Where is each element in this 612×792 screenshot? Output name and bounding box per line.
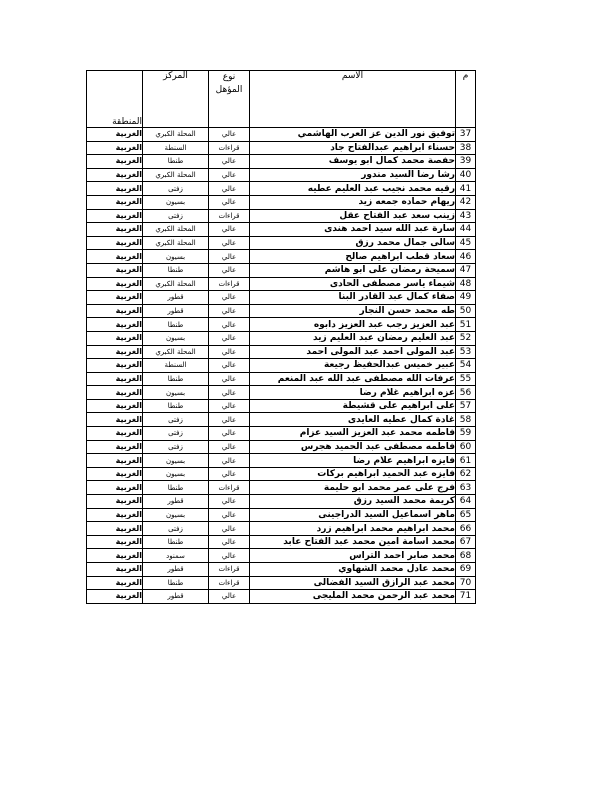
- row-qualification: قراءات: [209, 209, 250, 223]
- row-number: 45: [456, 236, 476, 250]
- row-number: 40: [456, 168, 476, 182]
- row-center: المحلة الكبري: [143, 236, 209, 250]
- row-center: بسيون: [143, 467, 209, 481]
- row-region: الغربية: [87, 508, 143, 522]
- row-region: الغربية: [87, 182, 143, 196]
- table-row: [87, 413, 476, 427]
- header-qualification: [209, 71, 250, 128]
- row-region: الغربية: [87, 318, 143, 332]
- table-row: [87, 576, 476, 590]
- row-region: الغربية: [87, 168, 143, 182]
- header-center: المركز: [143, 71, 209, 128]
- row-number: 69: [456, 563, 476, 577]
- row-center: طنطا: [143, 576, 209, 590]
- table-row: [87, 454, 476, 468]
- row-center: المحلة الكبري: [143, 345, 209, 359]
- table-row: [87, 236, 476, 250]
- row-center: طنطا: [143, 372, 209, 386]
- row-center: زفتى: [143, 522, 209, 536]
- row-qualification: عالي: [209, 236, 250, 250]
- row-qualification: عالي: [209, 454, 250, 468]
- row-region: الغربية: [87, 304, 143, 318]
- header-row: [87, 71, 476, 128]
- row-region: الغربية: [87, 522, 143, 536]
- row-qualification: عالي: [209, 495, 250, 509]
- row-center: المحلة الكبري: [143, 168, 209, 182]
- row-number: 53: [456, 345, 476, 359]
- row-region: الغربية: [87, 454, 143, 468]
- row-number: 42: [456, 195, 476, 209]
- row-name: فاطمه محمد عبد العزيز السيد عزام: [250, 427, 456, 441]
- row-qualification: عالي: [209, 250, 250, 264]
- table-row: [87, 209, 476, 223]
- row-number: 65: [456, 508, 476, 522]
- header-name: الاسم: [250, 71, 456, 128]
- row-center: قطور: [143, 563, 209, 577]
- row-qualification: عالي: [209, 304, 250, 318]
- row-number: 41: [456, 182, 476, 196]
- row-center: بسيون: [143, 331, 209, 345]
- table-row: [87, 427, 476, 441]
- row-region: الغربية: [87, 535, 143, 549]
- header-num: م: [456, 71, 476, 128]
- row-number: 70: [456, 576, 476, 590]
- row-region: الغربية: [87, 250, 143, 264]
- table-row: [87, 440, 476, 454]
- row-qualification: عالي: [209, 413, 250, 427]
- row-name: محمد صابر احمد التراس: [250, 549, 456, 563]
- row-center: طنطا: [143, 155, 209, 169]
- table-row: [87, 128, 476, 142]
- row-number: 63: [456, 481, 476, 495]
- row-qualification: عالي: [209, 399, 250, 413]
- row-name: سميحة رمضان على ابو هاشم: [250, 263, 456, 277]
- row-center: بسيون: [143, 195, 209, 209]
- row-qualification: عالي: [209, 318, 250, 332]
- row-center: بسيون: [143, 386, 209, 400]
- row-number: 39: [456, 155, 476, 169]
- row-center: بسيون: [143, 250, 209, 264]
- row-center: قطور: [143, 291, 209, 305]
- table-row: [87, 263, 476, 277]
- row-qualification: عالي: [209, 128, 250, 142]
- row-name: رقيه محمد نجيب عبد العليم عطيه: [250, 182, 456, 196]
- row-region: الغربية: [87, 399, 143, 413]
- row-qualification: عالي: [209, 263, 250, 277]
- row-qualification: قراءات: [209, 141, 250, 155]
- row-qualification: قراءات: [209, 576, 250, 590]
- row-qualification: عالي: [209, 168, 250, 182]
- row-region: الغربية: [87, 155, 143, 169]
- table-row: [87, 386, 476, 400]
- row-name: عبد العليم رمضان عبد العليم زيد: [250, 331, 456, 345]
- row-region: الغربية: [87, 223, 143, 237]
- row-center: زفتى: [143, 440, 209, 454]
- row-number: 43: [456, 209, 476, 223]
- row-center: زفتى: [143, 182, 209, 196]
- row-number: 46: [456, 250, 476, 264]
- table-body: [87, 128, 476, 604]
- row-qualification: عالي: [209, 535, 250, 549]
- table-row: [87, 345, 476, 359]
- row-qualification: عالي: [209, 155, 250, 169]
- row-name: عزه ابراهيم غلام رضا: [250, 386, 456, 400]
- row-region: الغربية: [87, 195, 143, 209]
- row-number: 67: [456, 535, 476, 549]
- row-name: محمد عبد الرازق السيد الفضالى: [250, 576, 456, 590]
- row-number: 62: [456, 467, 476, 481]
- row-name: حفصة محمد كمال ابو يوسف: [250, 155, 456, 169]
- table-row: [87, 481, 476, 495]
- row-center: قطور: [143, 590, 209, 604]
- row-name: فايزه ابراهيم علام رضا: [250, 454, 456, 468]
- row-region: الغربية: [87, 386, 143, 400]
- row-center: قطور: [143, 495, 209, 509]
- table-row: [87, 563, 476, 577]
- header-region: المنطقة: [87, 71, 143, 128]
- table-row: [87, 250, 476, 264]
- row-region: الغربية: [87, 359, 143, 373]
- row-number: 58: [456, 413, 476, 427]
- row-region: الغربية: [87, 263, 143, 277]
- table-row: [87, 277, 476, 291]
- row-name: ريهام حماده جمعه زيد: [250, 195, 456, 209]
- row-center: السنطة: [143, 359, 209, 373]
- row-center: المحلة الكبري: [143, 128, 209, 142]
- table-row: [87, 590, 476, 604]
- row-name: غادة كمال عطيه العايدى: [250, 413, 456, 427]
- row-name: كريمة محمد السيد رزق: [250, 495, 456, 509]
- row-number: 64: [456, 495, 476, 509]
- row-number: 55: [456, 372, 476, 386]
- row-qualification: عالي: [209, 195, 250, 209]
- header-qualification-line2: المؤهل: [215, 85, 243, 95]
- row-name: محمد عادل محمد الشهاوي: [250, 563, 456, 577]
- row-name: طه محمد حسن النجار: [250, 304, 456, 318]
- row-name: محمد ابراهيم محمد ابراهيم زرد: [250, 522, 456, 536]
- row-number: 47: [456, 263, 476, 277]
- row-name: عبير خميس عبدالحفيظ رجيعة: [250, 359, 456, 373]
- table-row: [87, 522, 476, 536]
- row-region: الغربية: [87, 440, 143, 454]
- row-qualification: عالي: [209, 331, 250, 345]
- row-number: 52: [456, 331, 476, 345]
- row-region: الغربية: [87, 427, 143, 441]
- row-center: سمنود: [143, 549, 209, 563]
- row-region: الغربية: [87, 141, 143, 155]
- row-name: شيماء ياسر مصطفى الحادى: [250, 277, 456, 291]
- row-center: طنطا: [143, 399, 209, 413]
- row-name: ماهر اسماعيل السيد الدراجينى: [250, 508, 456, 522]
- row-name: فرج على عمر محمد ابو حليمة: [250, 481, 456, 495]
- row-region: الغربية: [87, 331, 143, 345]
- row-number: 57: [456, 399, 476, 413]
- row-center: بسيون: [143, 454, 209, 468]
- records-table: [86, 70, 476, 604]
- row-number: 59: [456, 427, 476, 441]
- row-qualification: عالي: [209, 386, 250, 400]
- row-region: الغربية: [87, 481, 143, 495]
- row-name: سالى جمال محمد رزق: [250, 236, 456, 250]
- row-center: طنطا: [143, 481, 209, 495]
- row-number: 54: [456, 359, 476, 373]
- row-name: سارة عبد الله سيد احمد هندى: [250, 223, 456, 237]
- row-region: الغربية: [87, 563, 143, 577]
- table-row: [87, 168, 476, 182]
- row-qualification: عالي: [209, 549, 250, 563]
- row-region: الغربية: [87, 291, 143, 305]
- row-qualification: عالي: [209, 508, 250, 522]
- table-row: [87, 508, 476, 522]
- row-qualification: عالي: [209, 590, 250, 604]
- row-region: الغربية: [87, 345, 143, 359]
- row-name: على ابراهيم على قشيطة: [250, 399, 456, 413]
- row-name: عبد العزيز رجب عبد العزيز دابوه: [250, 318, 456, 332]
- row-center: زفتى: [143, 209, 209, 223]
- row-qualification: عالي: [209, 182, 250, 196]
- row-qualification: قراءات: [209, 277, 250, 291]
- row-qualification: عالي: [209, 440, 250, 454]
- table-row: [87, 291, 476, 305]
- row-qualification: عالي: [209, 522, 250, 536]
- table-row: [87, 331, 476, 345]
- table-row: [87, 549, 476, 563]
- row-name: عرفات الله مصطفى عبد الله عبد المنعم: [250, 372, 456, 386]
- row-region: الغربية: [87, 467, 143, 481]
- row-qualification: قراءات: [209, 481, 250, 495]
- row-number: 61: [456, 454, 476, 468]
- row-region: الغربية: [87, 590, 143, 604]
- row-number: 48: [456, 277, 476, 291]
- row-name: محمد عبد الرحمن محمد المليجى: [250, 590, 456, 604]
- row-name: رشا رضا السيد مندور: [250, 168, 456, 182]
- row-name: حسناء ابراهيم عبدالفتاح جاد: [250, 141, 456, 155]
- row-center: زفتى: [143, 427, 209, 441]
- row-region: الغربية: [87, 495, 143, 509]
- table-row: [87, 195, 476, 209]
- row-name: زينب سعد عبد الفتاح عقل: [250, 209, 456, 223]
- row-region: الغربية: [87, 128, 143, 142]
- row-center: طنطا: [143, 535, 209, 549]
- row-number: 56: [456, 386, 476, 400]
- row-qualification: عالي: [209, 291, 250, 305]
- row-number: 71: [456, 590, 476, 604]
- row-center: طنطا: [143, 263, 209, 277]
- row-region: الغربية: [87, 576, 143, 590]
- table-row: [87, 399, 476, 413]
- row-qualification: عالي: [209, 467, 250, 481]
- row-number: 37: [456, 128, 476, 142]
- table-row: [87, 223, 476, 237]
- row-qualification: عالي: [209, 345, 250, 359]
- row-qualification: عالي: [209, 372, 250, 386]
- row-number: 38: [456, 141, 476, 155]
- row-center: قطور: [143, 304, 209, 318]
- row-qualification: قراءات: [209, 563, 250, 577]
- table-row: [87, 372, 476, 386]
- row-qualification: عالي: [209, 427, 250, 441]
- row-center: طنطا: [143, 318, 209, 332]
- row-number: 66: [456, 522, 476, 536]
- row-name: محمد اسامة امين محمد عبد الفتاح عابد: [250, 535, 456, 549]
- row-name: صفاء كمال عبد القادر البنا: [250, 291, 456, 305]
- row-number: 44: [456, 223, 476, 237]
- row-center: المحلة الكبري: [143, 223, 209, 237]
- table-row: [87, 141, 476, 155]
- row-name: عبد المولى احمد عبد المولى احمد: [250, 345, 456, 359]
- table-row: [87, 182, 476, 196]
- table-row: [87, 535, 476, 549]
- row-number: 50: [456, 304, 476, 318]
- table-row: [87, 304, 476, 318]
- row-center: السنطة: [143, 141, 209, 155]
- row-number: 68: [456, 549, 476, 563]
- row-name: سعاد قطب ابراهيم صالح: [250, 250, 456, 264]
- table-row: [87, 495, 476, 509]
- row-region: الغربية: [87, 209, 143, 223]
- row-region: الغربية: [87, 549, 143, 563]
- row-name: فايزه عبد الحميد ابراهيم بركات: [250, 467, 456, 481]
- row-number: 60: [456, 440, 476, 454]
- row-center: زفتى: [143, 413, 209, 427]
- row-region: الغربية: [87, 372, 143, 386]
- row-region: الغربية: [87, 413, 143, 427]
- row-region: الغربية: [87, 236, 143, 250]
- row-center: المحلة الكبري: [143, 277, 209, 291]
- row-region: الغربية: [87, 277, 143, 291]
- row-name: فاطمه مصطفى عبد الحميد هجرس: [250, 440, 456, 454]
- table-row: [87, 155, 476, 169]
- row-number: 51: [456, 318, 476, 332]
- header-qualification-line1: نوع: [222, 72, 236, 82]
- row-number: 49: [456, 291, 476, 305]
- row-qualification: عالي: [209, 223, 250, 237]
- row-center: بسيون: [143, 508, 209, 522]
- row-qualification: عالي: [209, 359, 250, 373]
- table-row: [87, 359, 476, 373]
- table-row: [87, 318, 476, 332]
- table-row: [87, 467, 476, 481]
- row-name: توفيق نور الدين عز العرب الهاشمي: [250, 128, 456, 142]
